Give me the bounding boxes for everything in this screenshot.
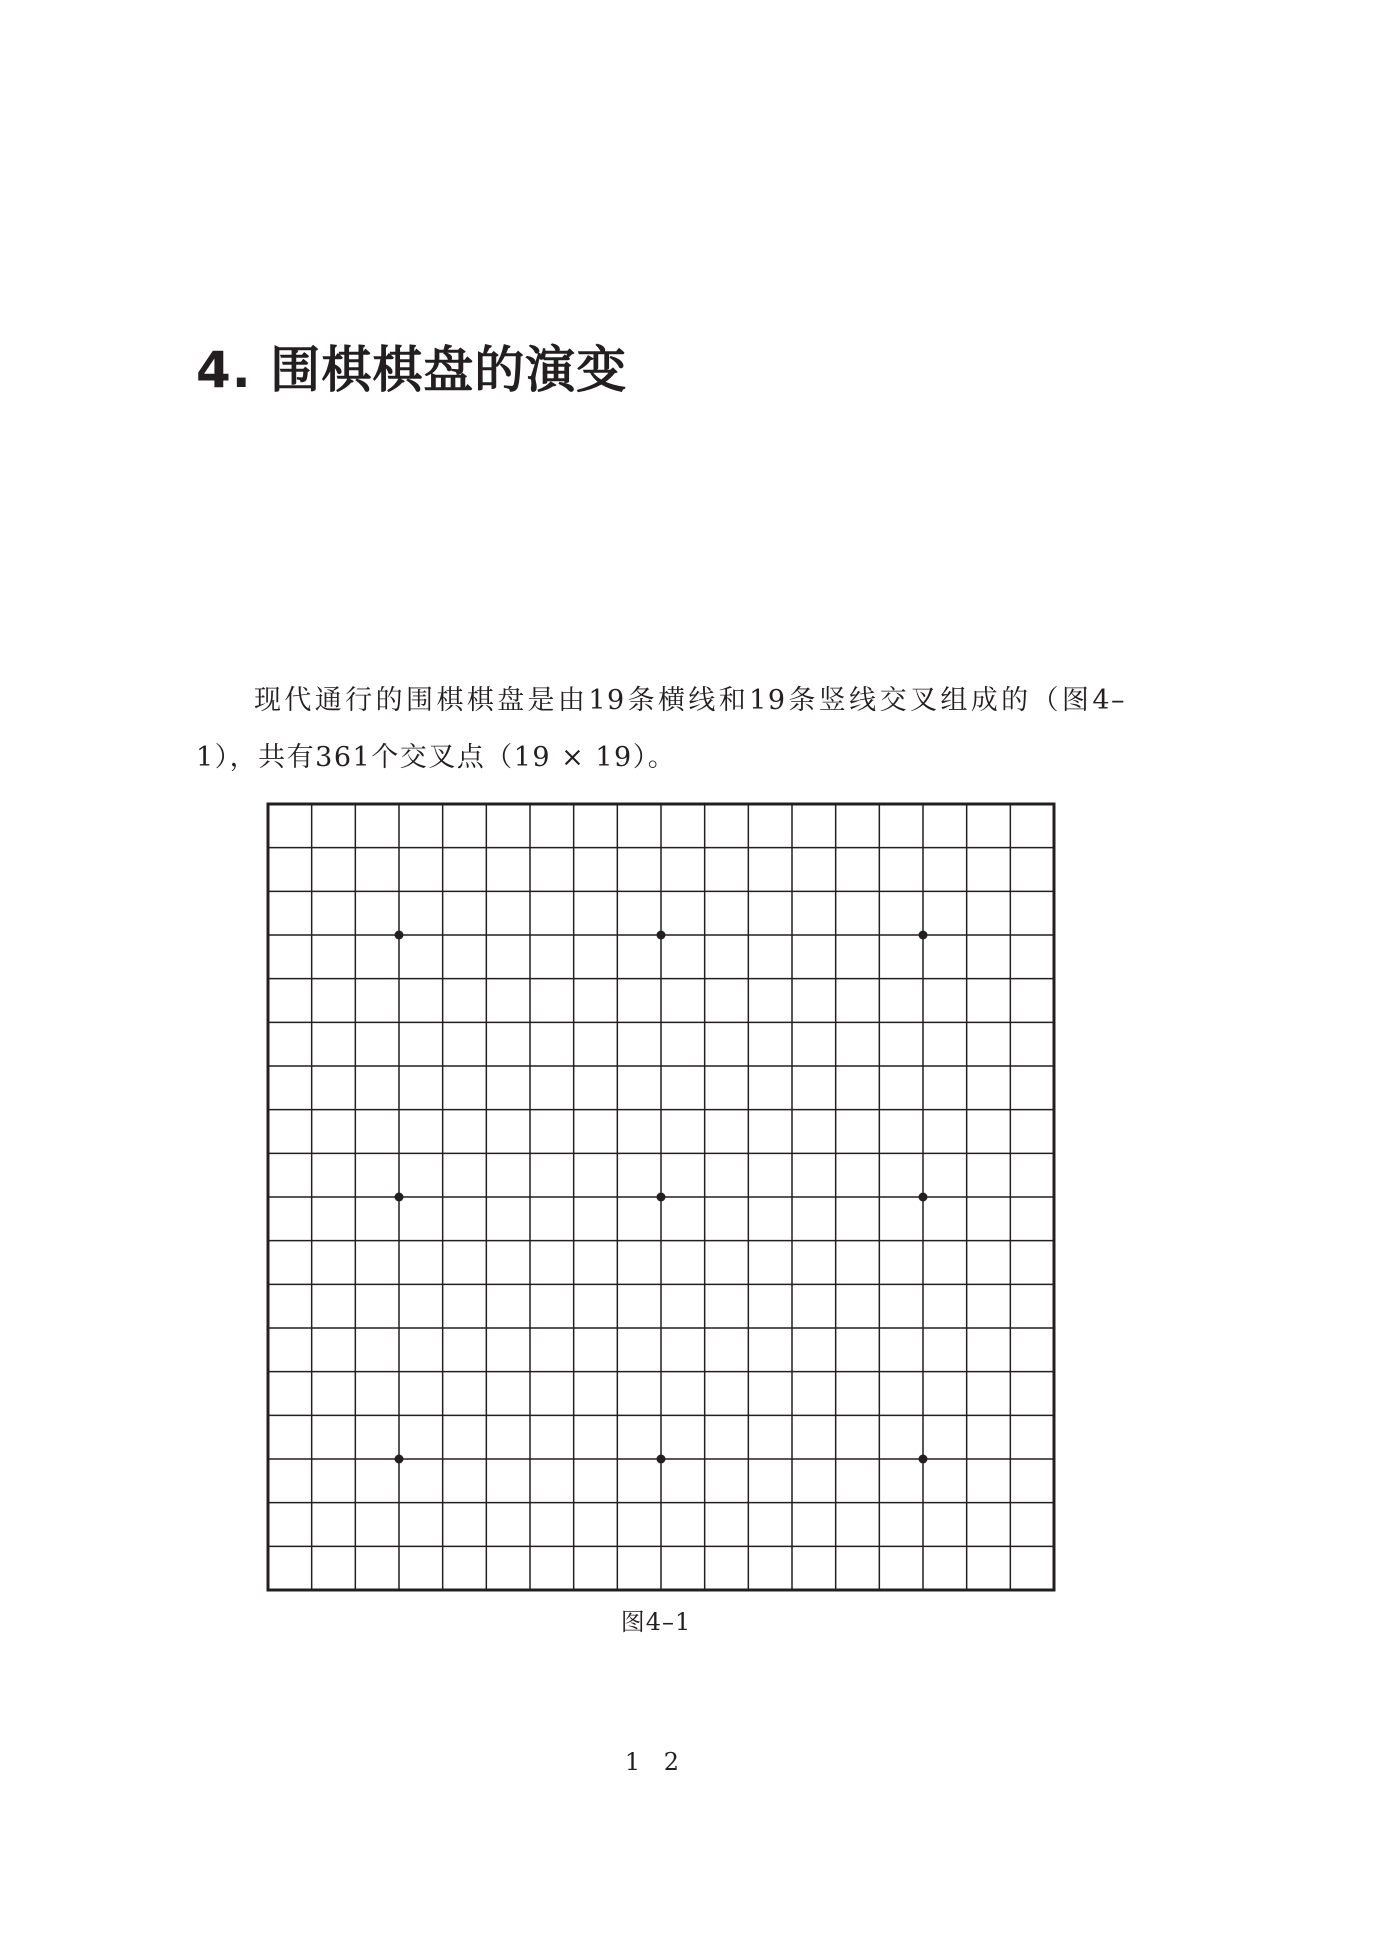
star-point [657, 1455, 666, 1464]
star-point [919, 1193, 928, 1202]
star-point [395, 1455, 404, 1464]
star-point [395, 1193, 404, 1202]
page-number: 1 2 [624, 1748, 688, 1776]
star-point [657, 931, 666, 940]
body-paragraph: 现代通行的围棋棋盘是由19条横线和19条竖线交叉组成的（图4–1），共有361个交叉点（19 × 19）。 [196, 685, 1126, 773]
star-point [919, 931, 928, 940]
star-point [919, 1455, 928, 1464]
go-board [266, 802, 1056, 1592]
star-point [657, 1193, 666, 1202]
figure-caption: 图4–1 [620, 1608, 692, 1636]
go-board-figure [266, 802, 1056, 1592]
star-point [395, 931, 404, 940]
section-title: 4. 围棋棋盘的演变 [196, 341, 628, 399]
